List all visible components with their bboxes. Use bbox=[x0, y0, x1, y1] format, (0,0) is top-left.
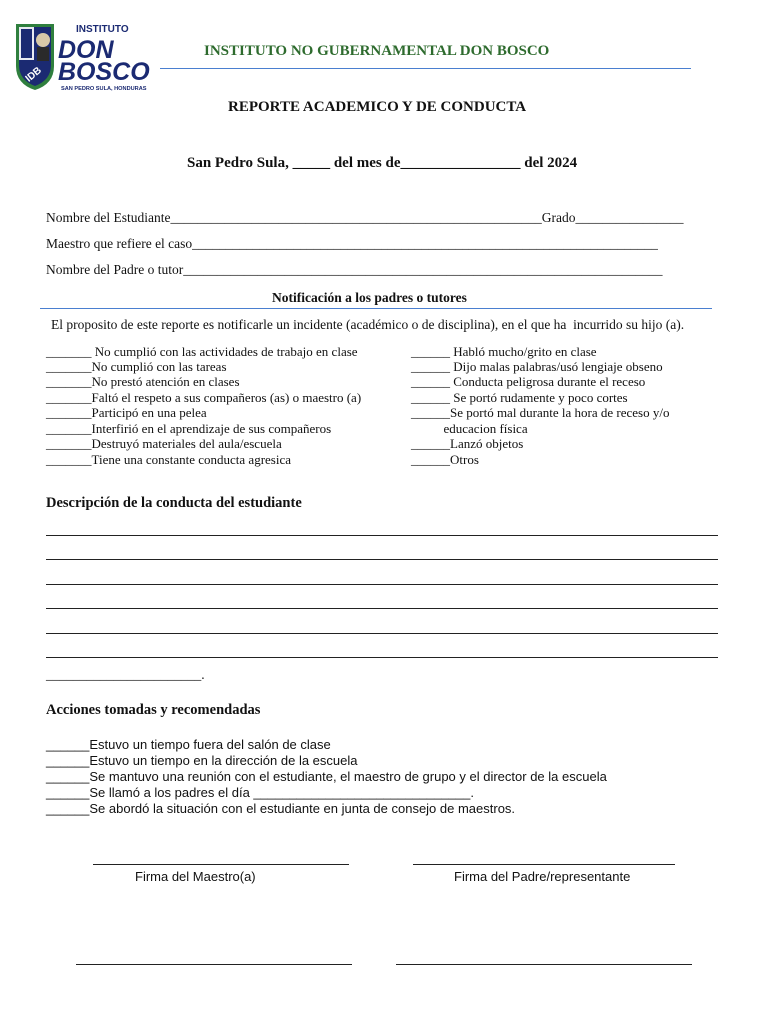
institution-name: INSTITUTO NO GUBERNAMENTAL DON BOSCO bbox=[204, 43, 550, 59]
action-item[interactable]: ______Estuvo un tiempo fuera del salón de clase bbox=[46, 737, 331, 752]
action-item[interactable]: ______Se llamó a los padres el día ______________________________. bbox=[46, 785, 474, 800]
checklist-left-item[interactable]: _______Participó en una pelea bbox=[46, 405, 207, 420]
parent-signature-caption: Firma del Padre/representante bbox=[454, 869, 631, 884]
teacher-field[interactable]: Maestro que refiere el caso_____________________________________________________________________ bbox=[46, 236, 658, 251]
extra-signature-line-left[interactable] bbox=[76, 964, 352, 965]
checklist-left-item[interactable]: _______Interfirió en el aprendizaje de sus compañeros bbox=[46, 421, 332, 436]
student-name-field[interactable]: Nombre del Estudiante_______________________________________________________Grado________________ bbox=[46, 210, 684, 225]
parent-field[interactable]: Nombre del Padre o tutor_______________________________________________________________________ bbox=[46, 262, 663, 277]
logo-bottom-text: SAN PEDRO SULA, HONDURAS bbox=[61, 86, 147, 92]
description-line[interactable] bbox=[46, 559, 718, 560]
checklist-right-item[interactable]: ______ Conducta peligrosa durante el receso bbox=[411, 374, 646, 389]
logo-main-line2: BOSCO bbox=[58, 58, 150, 86]
checklist-left-item[interactable]: _______Destruyó materiales del aula/escuela bbox=[46, 436, 282, 451]
report-title: REPORTE ACADEMICO Y DE CONDUCTA bbox=[228, 99, 527, 115]
teacher-signature-caption: Firma del Maestro(a) bbox=[135, 869, 256, 884]
checklist-right-item[interactable]: ______Otros bbox=[411, 452, 479, 467]
notification-heading: Notificación a los padres o tutores bbox=[272, 290, 467, 305]
section-rule bbox=[40, 308, 712, 309]
checklist-left-item[interactable]: _______ No cumplió con las actividades de trabajo en clase bbox=[46, 344, 358, 359]
logo-monogram: IDB bbox=[23, 65, 44, 85]
checklist-right-item[interactable]: ______ Habló mucho/grito en clase bbox=[411, 344, 597, 359]
checklist-right-item[interactable]: ______ Dijo malas palabras/usó lengiaje obseno bbox=[411, 359, 663, 374]
institute-logo bbox=[14, 20, 160, 92]
date-line: San Pedro Sula, _____ del mes de________________ del 2024 bbox=[187, 155, 578, 171]
action-item[interactable]: ______Se mantuvo una reunión con el estudiante, el maestro de grupo y el director de la escuela bbox=[46, 769, 607, 784]
checklist-right-item[interactable]: ______Se portó mal durante la hora de receso y/o bbox=[411, 405, 670, 420]
checklist-left-item[interactable]: _______No cumplió con las tareas bbox=[46, 359, 227, 374]
description-line[interactable] bbox=[46, 584, 718, 585]
actions-heading: Acciones tomadas y recomendadas bbox=[46, 702, 261, 718]
checklist-left-item[interactable]: _______Tiene una constante conducta agresica bbox=[46, 452, 292, 467]
checklist-right-item[interactable]: ______ Se portó rudamente y poco cortes bbox=[411, 390, 628, 405]
checklist-right-item-continuation: educacion física bbox=[411, 421, 528, 436]
extra-signature-line-right[interactable] bbox=[396, 964, 692, 965]
header-rule bbox=[160, 68, 691, 69]
parent-signature-line[interactable] bbox=[413, 864, 675, 865]
description-line[interactable] bbox=[46, 657, 718, 658]
checklist-left-item[interactable]: _______Faltó el respeto a sus compañeros (as) o maestro (a) bbox=[46, 390, 362, 405]
action-item[interactable]: ______Estuvo un tiempo en la dirección de la escuela bbox=[46, 753, 358, 768]
description-closing-line[interactable]: _______________________. bbox=[46, 667, 205, 682]
checklist-right-item[interactable]: ______Lanzó objetos bbox=[411, 436, 524, 451]
description-line[interactable] bbox=[46, 633, 718, 634]
action-item[interactable]: ______Se abordó la situación con el estudiante en junta de consejo de maestros. bbox=[46, 801, 516, 816]
checklist-left-item[interactable]: _______No prestó atención en clases bbox=[46, 374, 240, 389]
teacher-signature-line[interactable] bbox=[93, 864, 349, 865]
logo-main-line1: DON bbox=[58, 36, 114, 64]
description-heading: Descripción de la conducta del estudiante bbox=[46, 495, 302, 511]
notification-intro: El proposito de este reporte es notificarle un incidente (académico o de disciplina), en el que ha incurrido su hijo (a). bbox=[51, 317, 685, 332]
logo-top-text: INSTITUTO bbox=[76, 24, 129, 35]
description-line[interactable] bbox=[46, 535, 718, 536]
description-line[interactable] bbox=[46, 608, 718, 609]
